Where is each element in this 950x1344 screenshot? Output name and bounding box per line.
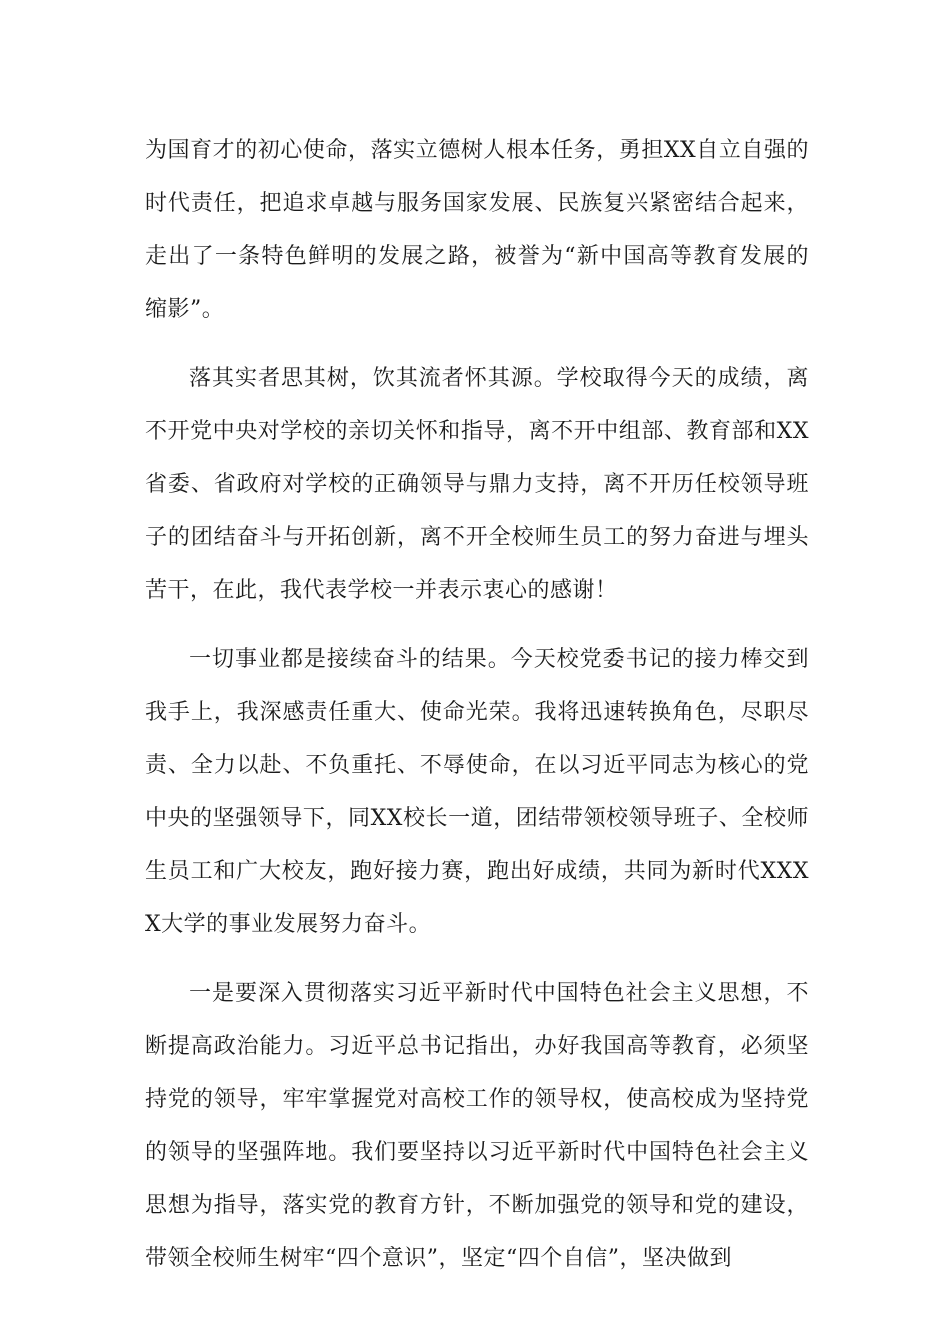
- document-body: [145, 124, 809, 1285]
- paragraph-2: 落其实者思其树，饮其流者怀其源。学校取得今天的成绩，离不开党中央对学校的亲切关怀和指导，离不开中组部、教育部和XX省委、省政府对学校的正确领导与鼎力支持，离不开历任校领导班子的团结奋斗与开拓创新，离不开全校师生员工的努力奋进与埋头苦干，在此，我代表学校一并表示衷心的感谢！: [145, 366, 809, 603]
- paragraph-4: 一是要深入贯彻落实习近平新时代中国特色社会主义思想，不断提高政治能力。习近平总书记指出，办好我国高等教育，必须坚持党的领导，牢牢掌握党对高校工作的领导权，使高校成为坚持党的领导的坚强阵地。我们要坚持以习近平新时代中国特色社会主义思想为指导，落实党的教育方针，不断加强党的领导和党的建设，带领全校师生树牢“四个意识”，坚定“四个自信”，坚决做到: [145, 981, 809, 1271]
- paragraph-1: 为国育才的初心使命，落实立德树人根本任务，勇担XX自立自强的时代责任，把追求卓越与服务国家发展、民族复兴紧密结合起来，走出了一条特色鲜明的发展之路，被誉为“新中国高等教育发展的缩影”。: [145, 138, 809, 322]
- paragraph-3: 一切事业都是接续奋斗的结果。今天校党委书记的接力棒交到我手上，我深感责任重大、使命光荣。我将迅速转换角色，尽职尽责、全力以赴、不负重托、不辱使命，在以习近平同志为核心的党中央的坚强领导下，同XX校长一道，团结带领校领导班子、全校师生员工和广大校友，跑好接力赛，跑出好成绩，共同为新时代XXXX大学的事业发展努力奋斗。: [145, 647, 809, 937]
